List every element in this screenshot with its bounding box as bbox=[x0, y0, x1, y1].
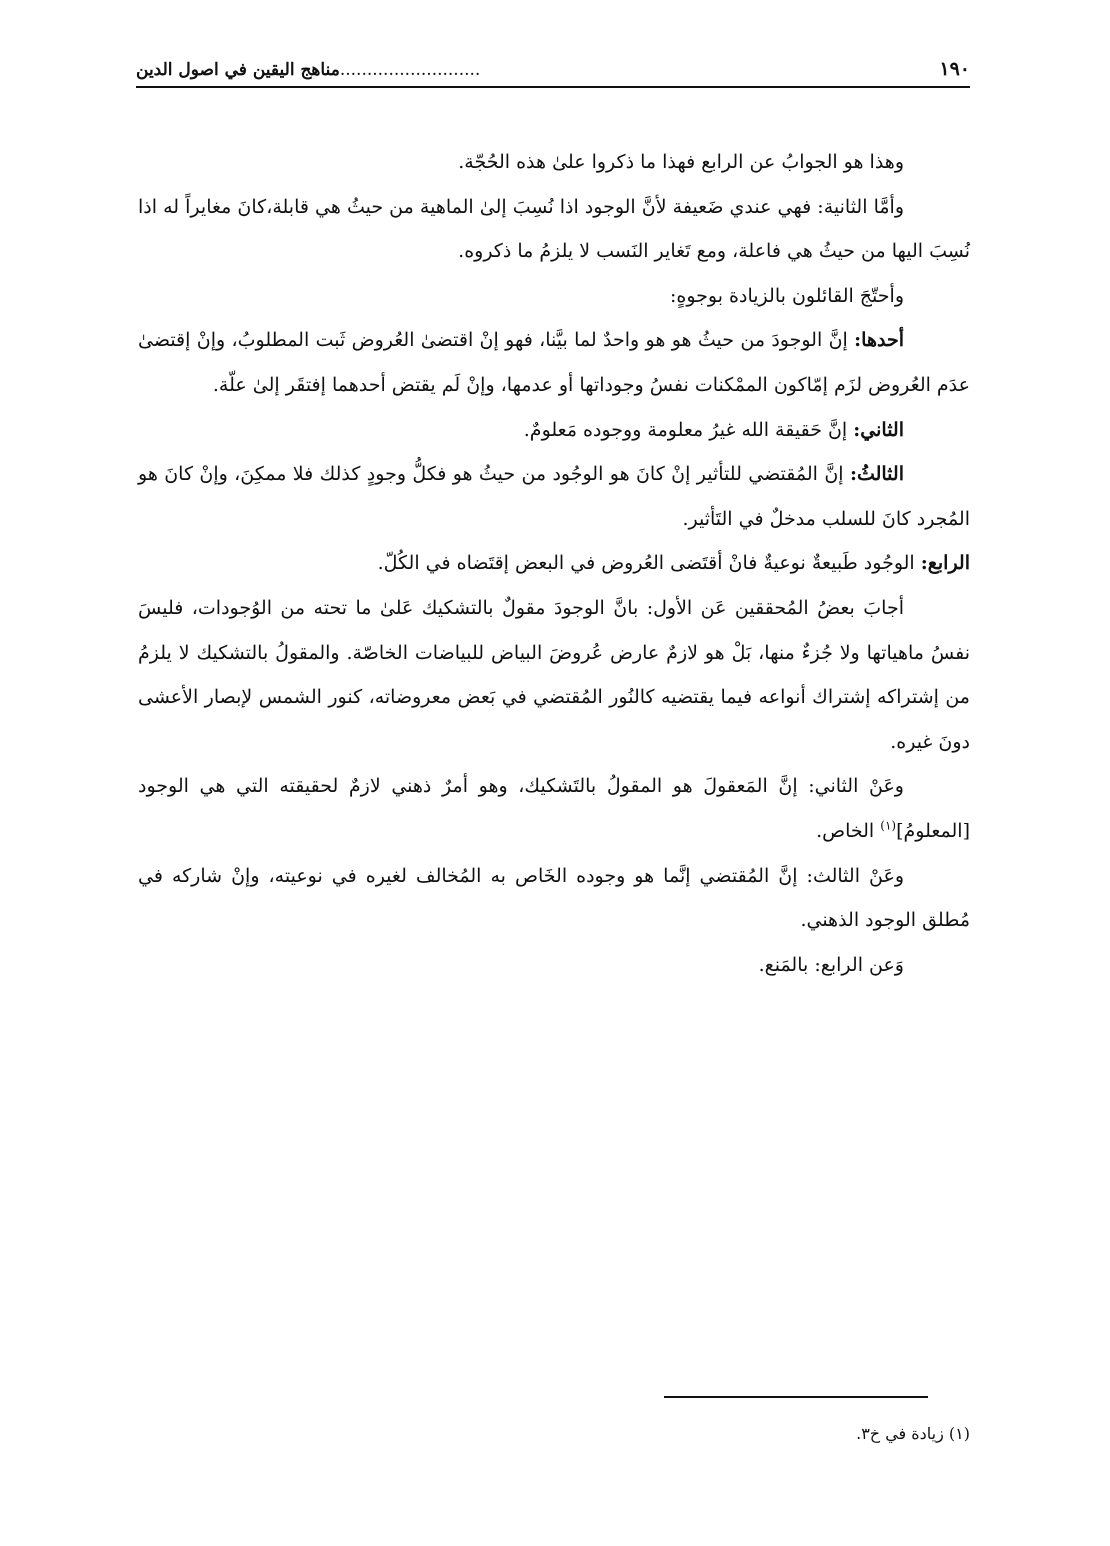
label-fourth: الرابع: bbox=[920, 552, 970, 575]
text-reply-second: وعَنْ الثاني: إنَّ المَعقولَ هو المقولُ بالتَشكيك، وهو أمرٌ ذهني لازمٌ لحقيقته التي هي الوجود [المعلومُ] bbox=[138, 775, 970, 842]
paragraph-reply-fourth: وَعن الرابع: بالمَنع. bbox=[758, 953, 904, 976]
page-number: ١٩٠ bbox=[939, 58, 970, 80]
text-fourth: الوجُود طَبيعةٌ نوعيةٌ فانْ أقتَضى العُروض في البعض إقتَضاه في الكُلّ. bbox=[377, 552, 921, 575]
text-second: إنَّ حَقيقة الله غيرُ معلومة ووجوده مَعلومٌ. bbox=[523, 418, 854, 441]
paragraph-first-point bbox=[138, 318, 970, 407]
text-reply-second-end: الخاص. bbox=[816, 819, 881, 842]
text-first: إنَّ الوجودَ من حيثُ هو هو واحدٌ لما بيَّنا، فهو إنْ اقتضىٰ العُروض ثَبت المطلوبُ، وإنْ إقتضىٰ عدَم العُروض لزَم إمّاكون الممْكنات نفسُ وجوداتها أو عدمها، وإنْ لَم يقتض أحدهما إفتقَر إلىٰ علّة. bbox=[138, 329, 970, 396]
paragraph-proponents-intro: وأحتّجَ القائلون بالزيادة بوجوهٍ: bbox=[670, 284, 904, 307]
label-second: الثاني: bbox=[853, 418, 904, 441]
label-third: الثالثُ: bbox=[849, 463, 904, 486]
footnote-separator bbox=[664, 1396, 928, 1398]
running-header bbox=[136, 48, 970, 88]
footnote-marker: (١) bbox=[880, 818, 897, 833]
paragraph-second-point bbox=[138, 408, 970, 453]
paragraph-answer-fourth: وهذا هو الجوابُ عن الرابع فهذا ما ذكروا علىٰ هذه الحُجّة. bbox=[458, 151, 904, 173]
paragraph-reply-first: أجابَ بعضُ المُحققين عَن الأول: بانَّ الوجودَ مقولٌ بالتشكيك عَلىٰ ما تحته من الوُجودات، فليسَ نفسُ ماهياتها ولا جُزءٌ منها، بَلْ هو لازمٌ عارض عُروضَ البياض للبياضات الخاصّة. والمقولُ بالتشكيك لا يلزمُ من إشتراكه إشتراك أنواعه فيما يقتضيه كالنُور المُقتضي في بَعض معروضاته، كنور الشمس لإبصار الأعشى دونَ غيره. bbox=[138, 596, 970, 753]
main-text bbox=[138, 140, 970, 987]
book-title: مناهج اليقين في اصول الدين bbox=[136, 60, 340, 80]
leader-dots: .......................... bbox=[339, 60, 481, 80]
footnote: (١) زيادة في خ٣. bbox=[856, 1424, 970, 1443]
paragraph-second-argument: وأمَّا الثانية: فهي عندي ضَعيفة لأنَّ الوجود اذا نُسِبَ إلىٰ الماهية من حيثُ هي قابلة،كانَ مغايراً له اذا نُسِبَ اليها من حيثُ هي فاعلة، ومع تَغاير النَسب لا يلزمُ ما ذكروه. bbox=[138, 195, 970, 263]
running-title bbox=[136, 60, 480, 86]
paragraph-fourth-point bbox=[138, 541, 970, 586]
text-third: إنَّ المُقتضي للتأثير إنْ كانَ هو الوجُود من حيثُ هو فكلُّ وجودٍ كذلك فلا ممكِنَ، وإنْ كانَ هو المُجرد كانَ للسلب مدخلٌ في التَأثير. bbox=[138, 463, 970, 530]
paragraph-reply-second bbox=[138, 764, 970, 853]
paragraph-reply-third: وعَنْ الثالث: إنَّ المُقتضي إنَّما هو وجوده الخَاص به المُخالف لغيره في نوعيته، وإنْ شاركه في مُطلق الوجود الذهني. bbox=[138, 864, 970, 932]
paragraph-third-point bbox=[138, 452, 970, 541]
label-first: أحدها: bbox=[854, 329, 904, 352]
